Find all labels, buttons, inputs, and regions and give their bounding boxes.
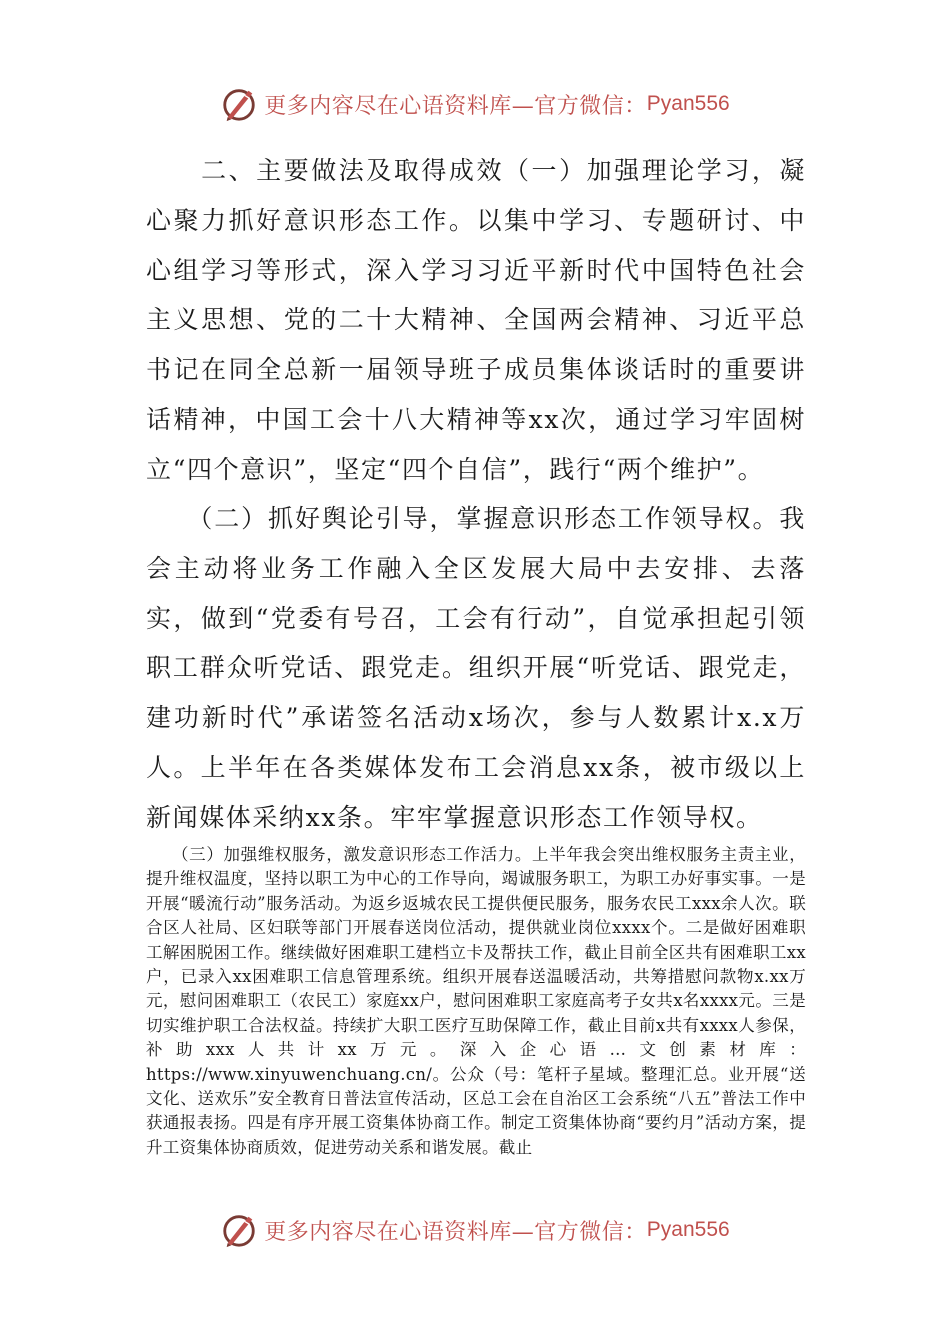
banner-text: 更多内容尽在心语资料库—官方微信： (264, 1219, 647, 1245)
footer-banner (0, 1208, 950, 1252)
banner-text: 更多内容尽在心语资料库—官方微信： (264, 93, 647, 119)
header-banner (0, 82, 950, 126)
pen-logo-icon (220, 1211, 258, 1249)
banner-wechat-id: Pyan556 (646, 1218, 730, 1241)
paragraph-2: （二）抓好舆论引导，掌握意识形态工作领导权。我会主动将业务工作融入全区发展大局中去安排、去落实，做到“党委有号召，工会有行动”，自觉承担起引领职工群众听党话、跟党走。组织开展“听党话、跟党走，建功新时代”承诺签名活动x场次，参与人数累计x.x万人。上半年在各类媒体发布工会消息xx条，被市级以上新闻媒体采纳xx条。牢牢掌握意识形态工作领导权。 (146, 504, 806, 832)
paragraph-3: （三）加强维权服务，激发意识形态工作活力。上半年我会突出维权服务主责主业，提升维权温度，坚持以职工为中心的工作导向，竭诚服务职工，为职工办好事实事。一是开展“暖流行动”服务活动。为返乡返城农民工提供便民服务，服务农民工xxx余人次。联合区人社局、区妇联等部门开展春送岗位活动，提供就业岗位xxxx个。二是做好困难职工解困脱困工作。继续做好困难职工建档立卡及帮扶工作，截止目前全区共有困难职工xx户，已录入xx困难职工信息管理系统。组织开展春送温暖活动，共筹措慰问款物x.xx万元，慰问困难职工（农民工）家庭xx户，慰问困难职工家庭高考子女共x名xxxx元。三是切实维护职工合法权益。持续扩大职工医疗互助保障工作，截止目前x共有xxxx人参保，补助xxx人共计xx万元。深入企心语…文创素材库：https://www.xinyuwenchuang.cn/。公众（号：笔杆子星域。整理汇总。业开展“送文化、送欢乐”安全教育日普法宣传活动，区总工会在自治区工会系统“八五”普法工作中获通报表扬。四是有序开展工资集体协商工作。制定工资集体协商“要约月”活动方案，提升工资集体协商质效，促进劳动关系和谐发展。截止 (146, 845, 806, 1157)
paragraph-1: 二、主要做法及取得成效（一）加强理论学习，凝心聚力抓好意识形态工作。以集中学习、专题研讨、中心组学习等形式，深入学习习近平新时代中国特色社会主义思想、党的二十大精神、全国两会精神、习近平总书记在同全总新一届领导班子成员集体谈话时的重要讲话精神，中国工会十八大精神等xx次，通过学习牢固树立“四个意识”，坚定“四个自信”，践行“两个维护”。 (146, 156, 806, 484)
pen-logo-icon (220, 85, 258, 123)
banner-wechat-id: Pyan556 (646, 92, 730, 115)
